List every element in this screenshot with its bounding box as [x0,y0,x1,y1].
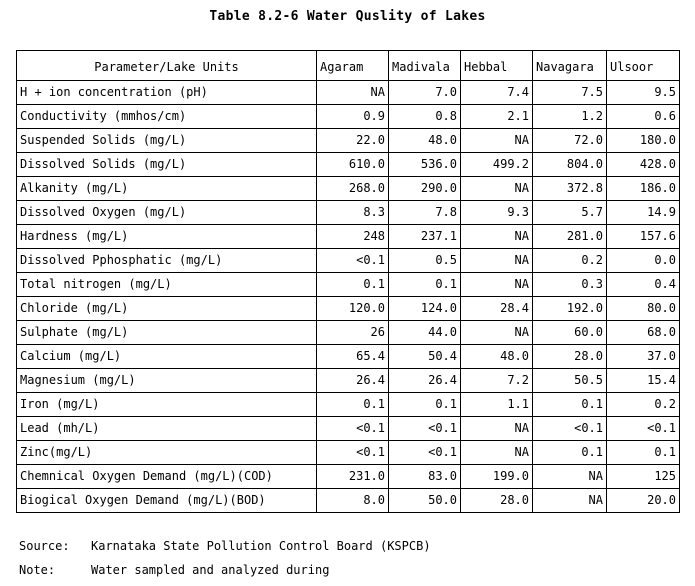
table-row [17,489,680,513]
cell-madivala: 48.0 [389,129,461,153]
cell-navagara: 5.7 [533,201,607,225]
cell-parameter: Dissolved Oxygen (mg/L) [17,201,317,225]
cell-ulsoor: 37.0 [607,345,680,369]
cell-navagara: 28.0 [533,345,607,369]
cell-hebbal: 28.4 [461,297,533,321]
cell-parameter: Calcium (mg/L) [17,345,317,369]
cell-ulsoor: 125 [607,465,680,489]
table-body [17,81,680,513]
cell-ulsoor: 157.6 [607,225,680,249]
cell-navagara: 1.2 [533,105,607,129]
cell-hebbal: NA [461,129,533,153]
cell-parameter: Lead (mh/L) [17,417,317,441]
cell-ulsoor: 0.6 [607,105,680,129]
table-row [17,273,680,297]
cell-ulsoor: 0.4 [607,273,680,297]
cell-parameter: H + ion concentration (pH) [17,81,317,105]
cell-madivala: 7.0 [389,81,461,105]
cell-madivala: 0.5 [389,249,461,273]
cell-agaram: 120.0 [317,297,389,321]
cell-agaram: 610.0 [317,153,389,177]
cell-hebbal: NA [461,177,533,201]
cell-hebbal: 7.2 [461,369,533,393]
cell-navagara: NA [533,465,607,489]
cell-ulsoor: 180.0 [607,129,680,153]
header-ulsoor: Ulsoor [607,51,680,81]
cell-parameter: Alkanity (mg/L) [17,177,317,201]
table-row [17,297,680,321]
source-label: Source: [19,539,70,553]
table-row [17,105,680,129]
cell-madivala: 290.0 [389,177,461,201]
cell-hebbal: 199.0 [461,465,533,489]
cell-ulsoor: <0.1 [607,417,680,441]
header-madivala: Madivala [389,51,461,81]
cell-ulsoor: 9.5 [607,81,680,105]
cell-agaram: 22.0 [317,129,389,153]
cell-agaram: 248 [317,225,389,249]
cell-parameter: Zinc(mg/L) [17,441,317,465]
cell-madivala: 50.4 [389,345,461,369]
cell-hebbal: 28.0 [461,489,533,513]
cell-navagara: 0.1 [533,441,607,465]
table-row [17,153,680,177]
cell-ulsoor: 186.0 [607,177,680,201]
cell-agaram: 65.4 [317,345,389,369]
cell-madivala: 44.0 [389,321,461,345]
cell-ulsoor: 14.9 [607,201,680,225]
table-row [17,369,680,393]
cell-ulsoor: 15.4 [607,369,680,393]
cell-navagara: 72.0 [533,129,607,153]
cell-navagara: 192.0 [533,297,607,321]
cell-agaram: NA [317,81,389,105]
cell-hebbal: 48.0 [461,345,533,369]
cell-hebbal: NA [461,441,533,465]
cell-hebbal: NA [461,321,533,345]
cell-madivala: 50.0 [389,489,461,513]
cell-agaram: 8.0 [317,489,389,513]
cell-agaram: 0.1 [317,273,389,297]
cell-parameter: Chloride (mg/L) [17,297,317,321]
table-title: Table 8.2-6 Water Quslity of Lakes [209,9,486,24]
note-line [19,563,329,577]
cell-parameter: Magnesium (mg/L) [17,369,317,393]
table-row [17,201,680,225]
cell-parameter: Dissolved Pphosphatic (mg/L) [17,249,317,273]
cell-madivala: 7.8 [389,201,461,225]
cell-madivala: 536.0 [389,153,461,177]
cell-madivala: 124.0 [389,297,461,321]
cell-agaram: 268.0 [317,177,389,201]
table-row [17,393,680,417]
cell-navagara: 0.1 [533,393,607,417]
header-navagara: Navagara [533,51,607,81]
cell-parameter: Chemnical Oxygen Demand (mg/L)(COD) [17,465,317,489]
cell-parameter: Iron (mg/L) [17,393,317,417]
note-text: Water sampled and analyzed during [91,563,330,577]
header-hebbal: Hebbal [461,51,533,81]
cell-navagara: 0.3 [533,273,607,297]
table-row [17,249,680,273]
cell-agaram: 231.0 [317,465,389,489]
cell-ulsoor: 80.0 [607,297,680,321]
header-agaram: Agaram [317,51,389,81]
table-row [17,81,680,105]
header-row [17,51,680,81]
cell-madivala: 0.8 [389,105,461,129]
cell-navagara: 804.0 [533,153,607,177]
cell-navagara: 372.8 [533,177,607,201]
cell-navagara: 7.5 [533,81,607,105]
cell-agaram: <0.1 [317,441,389,465]
cell-navagara: 50.5 [533,369,607,393]
cell-madivala: <0.1 [389,441,461,465]
cell-parameter: Total nitrogen (mg/L) [17,273,317,297]
cell-agaram: 26.4 [317,369,389,393]
cell-parameter: Sulphate (mg/L) [17,321,317,345]
cell-hebbal: NA [461,273,533,297]
cell-navagara: 0.2 [533,249,607,273]
cell-hebbal: 1.1 [461,393,533,417]
cell-navagara: <0.1 [533,417,607,441]
cell-hebbal: 9.3 [461,201,533,225]
table-row [17,321,680,345]
cell-madivala: 0.1 [389,273,461,297]
cell-madivala: 0.1 [389,393,461,417]
table-row [17,417,680,441]
cell-ulsoor: 0.2 [607,393,680,417]
cell-navagara: NA [533,489,607,513]
cell-madivala: <0.1 [389,417,461,441]
source-text: Karnataka State Pollution Control Board (KSPCB) [91,539,431,553]
cell-madivala: 26.4 [389,369,461,393]
cell-hebbal: NA [461,249,533,273]
note-label: Note: [19,563,56,577]
cell-agaram: 8.3 [317,201,389,225]
table-row [17,465,680,489]
cell-navagara: 60.0 [533,321,607,345]
cell-agaram: 26 [317,321,389,345]
source-line [19,539,431,553]
cell-hebbal: NA [461,417,533,441]
cell-agaram: <0.1 [317,417,389,441]
cell-ulsoor: 20.0 [607,489,680,513]
water-quality-table [16,50,680,513]
cell-parameter: Biogical Oxygen Demand (mg/L)(BOD) [17,489,317,513]
cell-parameter: Conductivity (mmhos/cm) [17,105,317,129]
cell-hebbal: NA [461,225,533,249]
header-parameter: Parameter/Lake Units [17,51,317,81]
table-row [17,129,680,153]
cell-parameter: Dissolved Solids (mg/L) [17,153,317,177]
cell-parameter: Hardness (mg/L) [17,225,317,249]
cell-navagara: 281.0 [533,225,607,249]
table-row [17,345,680,369]
cell-ulsoor: 428.0 [607,153,680,177]
cell-parameter: Suspended Solids (mg/L) [17,129,317,153]
cell-agaram: 0.9 [317,105,389,129]
cell-ulsoor: 68.0 [607,321,680,345]
cell-hebbal: 7.4 [461,81,533,105]
table-row [17,441,680,465]
table-row [17,225,680,249]
table-row [17,177,680,201]
cell-madivala: 237.1 [389,225,461,249]
cell-hebbal: 499.2 [461,153,533,177]
cell-ulsoor: 0.1 [607,441,680,465]
cell-hebbal: 2.1 [461,105,533,129]
cell-madivala: 83.0 [389,465,461,489]
cell-ulsoor: 0.0 [607,249,680,273]
cell-agaram: 0.1 [317,393,389,417]
cell-agaram: <0.1 [317,249,389,273]
